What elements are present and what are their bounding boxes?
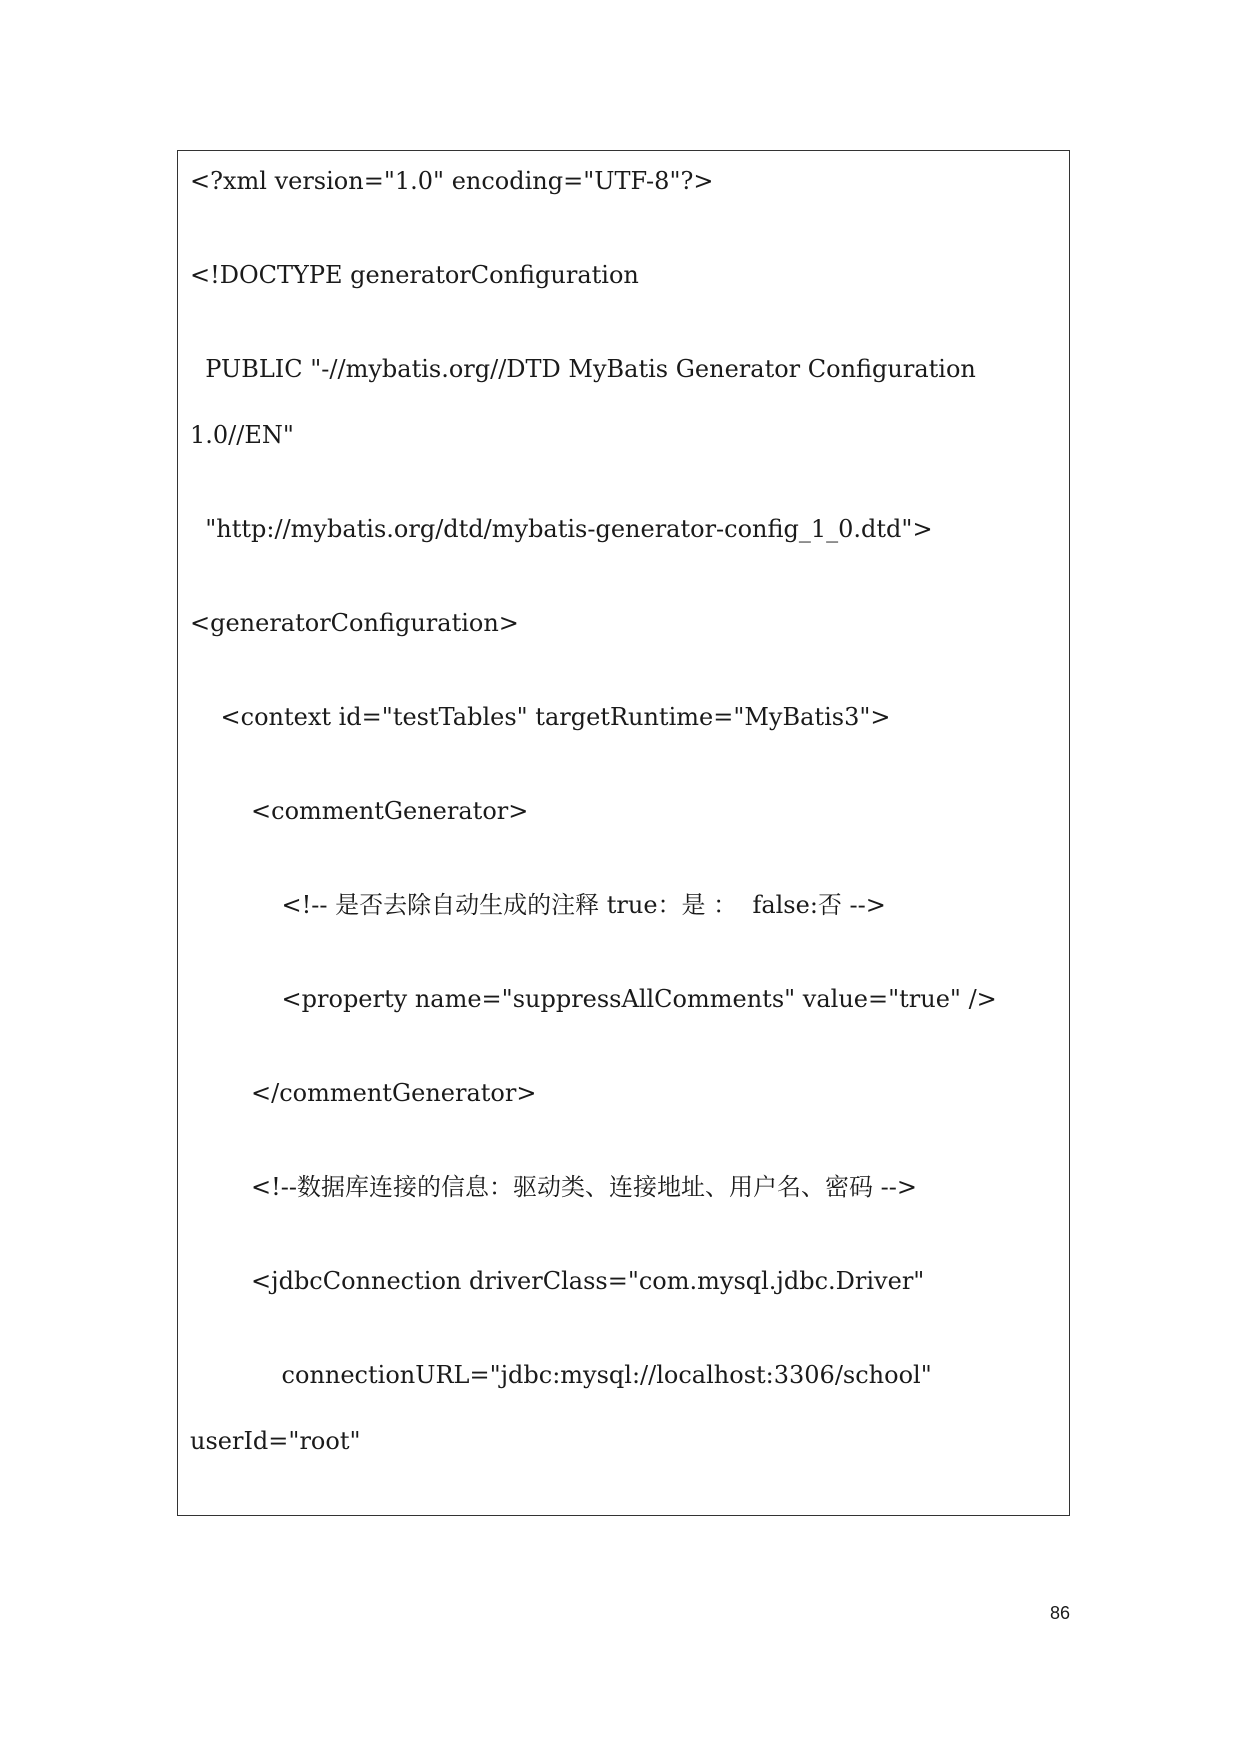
code-line: </commentGenerator> (190, 1079, 537, 1107)
code-line: "http://mybatis.org/dtd/mybatis-generator-config_1_0.dtd"> (190, 515, 933, 543)
code-line: <!DOCTYPE generatorConfiguration (190, 261, 639, 289)
code-line: <context id="testTables" targetRuntime="MyBatis3"> (190, 703, 891, 731)
code-line: <property name="suppressAllComments" value="true" /> (190, 985, 997, 1013)
page-number: 86 (1049, 1603, 1070, 1623)
code-line: <jdbcConnection driverClass="com.mysql.jdbc.Driver" (190, 1267, 925, 1295)
code-line: <generatorConfiguration> (190, 609, 519, 637)
code-line: <commentGenerator> (190, 797, 529, 825)
code-block (177, 150, 1070, 1516)
code-line: PUBLIC "-//mybatis.org//DTD MyBatis Generator Configuration (190, 355, 976, 383)
code-line: <!--数据库连接的信息：驱动类、连接地址、用户名、密码 --> (190, 1173, 917, 1201)
code-line: userId="root" (190, 1427, 361, 1455)
code-line: 1.0//EN" (190, 421, 294, 449)
code-line: connectionURL="jdbc:mysql://localhost:3306/school" (190, 1361, 932, 1389)
code-line: <?xml version="1.0" encoding="UTF-8"?> (190, 167, 714, 195)
code-line: <!-- 是否去除自动生成的注释 true：是 ： false:否 --> (190, 891, 886, 919)
